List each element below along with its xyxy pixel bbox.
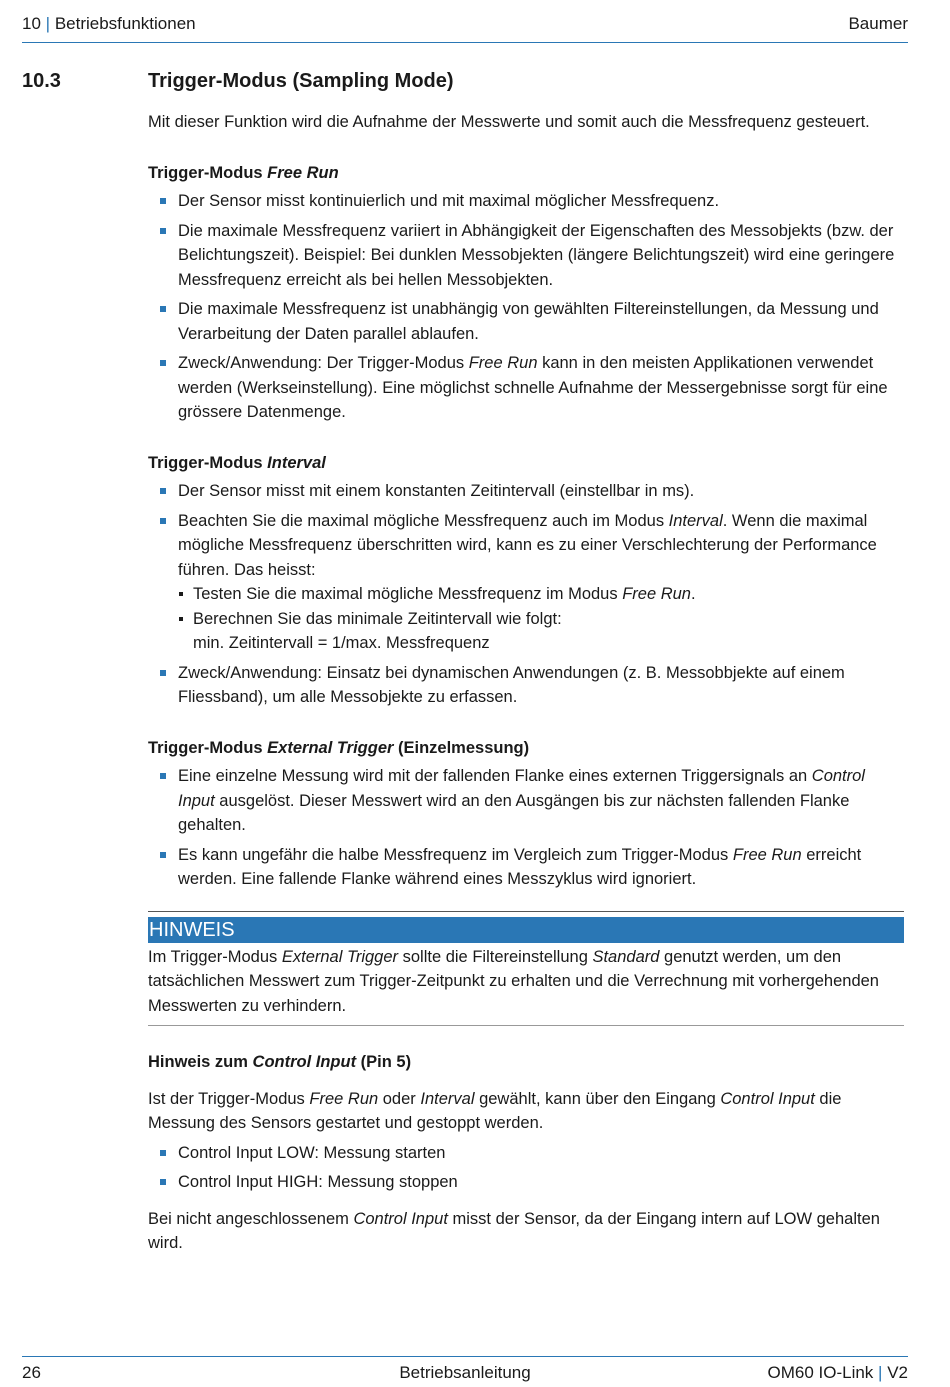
list-item-text: Zweck/Anwendung: Der Trigger-Modus — [178, 354, 469, 372]
external-trigger-list — [148, 764, 904, 892]
paragraph-text: Ist der Trigger-Modus — [148, 1089, 310, 1108]
document-type: Betriebsanleitung — [399, 1363, 531, 1382]
list-item-text: ausgelöst. Dieser Messwert wird an den Ausgängen bis zur nächsten fallenden Flanke gehalten. — [178, 791, 850, 834]
free-run-list — [148, 189, 904, 425]
header-divider — [22, 42, 908, 43]
chapter-number: 10 — [22, 14, 41, 33]
list-item-italic: Free Run — [732, 845, 802, 864]
control-input-heading-suffix: (Pin 5) — [356, 1053, 412, 1071]
external-heading-italic: External Trigger — [267, 738, 394, 757]
note-top-rule — [148, 911, 904, 912]
interval-heading — [148, 451, 904, 476]
intro-paragraph: Mit dieser Funktion wird die Aufnahme der Messwerte und somit auch die Messfrequenz gesteuert. — [148, 113, 870, 131]
page-header — [22, 14, 908, 38]
header-separator: | — [45, 14, 51, 33]
list-item: Control Input HIGH: Messung stoppen — [148, 1170, 904, 1195]
list-item — [148, 351, 904, 425]
control-input-heading — [148, 1050, 904, 1075]
free-run-heading-italic: Free Run — [267, 163, 339, 182]
free-run-heading-prefix: Trigger-Modus — [148, 163, 268, 182]
list-item-text: erreicht werden. Eine fallende Flanke während eines Messzyklus wird ignoriert. — [178, 845, 862, 888]
list-item: Control Input LOW: Messung starten — [148, 1141, 904, 1166]
list-item-italic: Interval — [668, 511, 723, 530]
paragraph-italic: Control Input — [720, 1089, 815, 1108]
page-number: 26 — [22, 1363, 41, 1382]
list-item: Der Sensor misst mit einem konstanten Zeitintervall (einstellbar in ms). — [148, 479, 904, 504]
note-text — [148, 945, 904, 1027]
note-box — [148, 911, 904, 1027]
header-chapter — [22, 14, 196, 34]
external-trigger-heading — [148, 736, 904, 761]
control-input-heading-prefix: Hinweis zum — [148, 1053, 253, 1071]
control-input-list — [148, 1141, 904, 1195]
list-item-text: kann in den meisten Applikationen verwendet werden (Werkseinstellung). Eine möglichst schnelle Aufnahme der Messergebnisse sorgt für eine grössere Datenmenge. — [178, 354, 888, 421]
list-item: Zweck/Anwendung: Einsatz bei dynamischen Anwendungen (z. B. Messobbjekte auf einem Fliessband), um alle Messobjekte zu erfassen. — [148, 661, 904, 710]
list-item-italic: Free Run — [468, 354, 538, 372]
paragraph-italic: Free Run — [309, 1089, 379, 1108]
interval-heading-italic: Interval — [267, 453, 326, 472]
control-input-heading-italic: Control Input — [252, 1053, 357, 1071]
list-item: Der Sensor misst kontinuierlich und mit maximal möglicher Messfrequenz. — [148, 189, 904, 214]
section-number: 10.3 — [22, 70, 61, 92]
paragraph-text: misst der Sensor, da der Eingang intern auf LOW gehalten wird. — [148, 1209, 880, 1252]
note-text-part: genutzt werden, um den tatsächlichen Messwert zum Trigger-Zeitpunkt zu erhalten und die Verrechnung mit vorhergehenden Messwerten zu verhindern. — [148, 947, 879, 1015]
paragraph-italic: Control Input — [353, 1209, 448, 1228]
version-label: V2 — [887, 1363, 908, 1382]
product-version — [768, 1363, 909, 1383]
external-heading-prefix: Trigger-Modus — [148, 738, 268, 757]
section-title: Trigger-Modus (Sampling Mode) — [148, 70, 454, 92]
sub-list-item-italic: Free Run — [622, 585, 691, 603]
note-text-italic: Standard — [592, 947, 660, 966]
list-item — [148, 843, 904, 892]
interval-list — [148, 479, 904, 710]
sub-list-item — [178, 582, 904, 607]
external-heading-suffix: (Einzelmessung) — [393, 738, 530, 757]
brand-name: Baumer — [848, 14, 908, 33]
sub-list-item-text: . — [690, 585, 696, 603]
footer-separator: | — [878, 1363, 883, 1382]
chapter-title: Betriebsfunktionen — [54, 14, 196, 33]
control-input-footnote — [148, 1207, 904, 1256]
section-body — [148, 110, 904, 1256]
paragraph-italic: Interval — [420, 1089, 475, 1108]
note-text-italic: External Trigger — [281, 947, 399, 966]
list-item-text: . Wenn die maximal mögliche Messfrequenz überschritten wird, kann es zu einer Verschlechterung der Performance führen. Das heisst: — [178, 511, 877, 579]
sub-list-item-text: Testen Sie die maximal mögliche Messfrequenz im Modus — [193, 585, 623, 603]
list-item-text: Beachten Sie die maximal mögliche Messfrequenz auch im Modus — [178, 511, 669, 530]
sub-list-item — [178, 607, 904, 656]
formula-text: min. Zeitintervall = 1/max. Messfrequenz — [193, 634, 490, 652]
list-item: Die maximale Messfrequenz ist unabhängig von gewählten Filtereinstellungen, da Messung und Verarbeitung der Daten parallel ablaufen. — [148, 297, 904, 346]
interval-heading-prefix: Trigger-Modus — [148, 453, 268, 472]
list-item-text: Eine einzelne Messung wird mit der fallenden Flanke eines externen Triggersignals an — [178, 767, 812, 785]
paragraph-text: gewählt, kann über den Eingang — [474, 1089, 721, 1108]
note-text-part: sollte die Filtereinstellung — [398, 947, 593, 966]
paragraph-text: die Messung des Sensors gestartet und gestoppt werden. — [148, 1089, 842, 1132]
note-text-part: Im Trigger-Modus — [148, 947, 282, 966]
list-item — [148, 509, 904, 656]
list-item-italic: Control Input — [178, 767, 865, 810]
control-input-paragraph — [148, 1087, 904, 1136]
list-item: Die maximale Messfrequenz variiert in Abhängigkeit der Eigenschaften des Messobjekts (bzw. der Belichtungszeit). Beispiel: Bei dunklen Messobjekten (längere Belichtungszeit) wird eine geringere Messfrequenz erreicht als bei hellen Messobjekten. — [148, 219, 904, 293]
note-label: HINWEIS — [148, 917, 904, 943]
paragraph-text: oder — [378, 1089, 421, 1108]
interval-sublist — [178, 582, 904, 656]
list-item-text: Es kann ungefähr die halbe Messfrequenz im Vergleich zum Trigger-Modus — [178, 845, 733, 864]
free-run-heading — [148, 161, 904, 186]
product-name: OM60 IO-Link — [767, 1363, 874, 1382]
sub-list-item-text: Berechnen Sie das minimale Zeitintervall wie folgt: — [193, 609, 562, 628]
list-item — [148, 764, 904, 838]
paragraph-text: Bei nicht angeschlossenem — [148, 1209, 354, 1228]
footer-divider — [22, 1356, 908, 1357]
